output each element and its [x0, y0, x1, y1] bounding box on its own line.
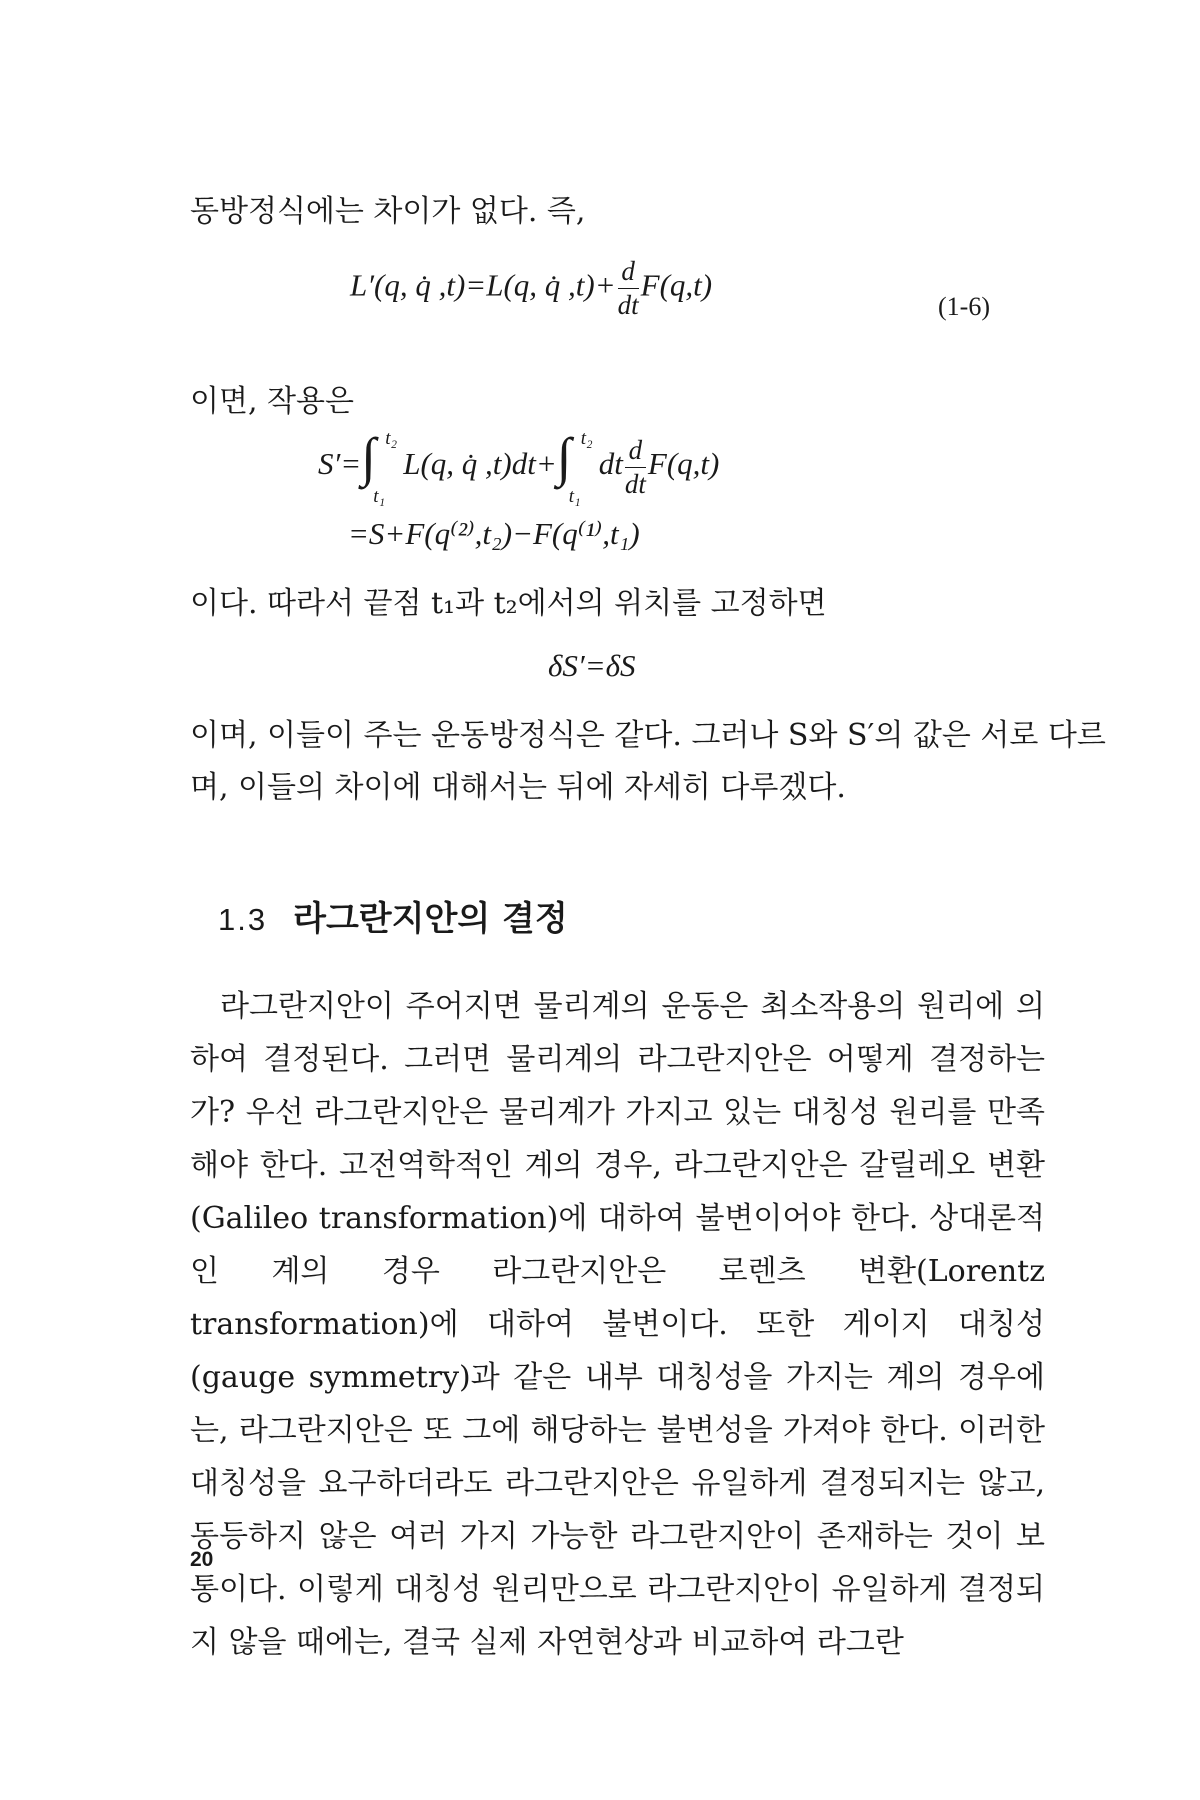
intro-text: 동방정식에는 차이가 없다. 즉, [190, 194, 586, 229]
after-eq3-line2: 며, 이들의 차이에 대해서는 뒤에 자세히 다루겠다. [190, 770, 846, 805]
int2-upper: t₂ [580, 428, 593, 449]
int2-lower: t₁ [568, 486, 581, 507]
equation-number: (1-6) [938, 292, 990, 321]
page-number: 20 [190, 1548, 214, 1571]
integral-sign-2: ∫ t₂ t₁ [556, 427, 593, 507]
integral-sign-1: ∫ t₂ t₁ [361, 427, 398, 507]
eq2-frac-num: d [625, 437, 646, 468]
section-heading [218, 891, 568, 940]
after-eq3-line1: 이며, 이들이 주는 운동방정식은 같다. 그러나 S와 S′의 값은 서로 다르 [190, 718, 1106, 753]
eq2-frac-den: dt [624, 468, 646, 499]
eq1-fraction [618, 258, 639, 319]
eq1-frac-den: dt [617, 290, 639, 320]
section-title: 라그란지안의 결정 [293, 899, 568, 939]
variation-equation: δS′=δS [548, 648, 636, 683]
eq2-lhs: S′= [318, 446, 362, 482]
eq1-frac-num: d [618, 258, 639, 289]
eq2-integrand: L(q, q̇ ,t)dt+ [403, 446, 557, 482]
after-eq2-text: 이다. 따라서 끝점 t₁과 t₂에서의 위치를 고정하면 [190, 586, 827, 621]
eq2-dt: dt [598, 446, 623, 482]
eq2-fraction [624, 434, 646, 499]
section-number: 1.3 [218, 902, 268, 937]
int1-upper: t₂ [385, 428, 398, 449]
action-equation-line2: =S+F(q⁽²⁾,t₂)−F(q⁽¹⁾,t₁) [348, 516, 640, 551]
after-eq1-text: 이면, 작용은 [190, 384, 354, 419]
eq1-rhs: F(q,t) [640, 267, 713, 303]
action-equation-line1 [318, 427, 720, 507]
eq2-end: F(q,t) [647, 446, 720, 482]
eq1-lhs: L′(q, q̇ ,t)=L(q, q̇ ,t)+ [350, 267, 616, 303]
body-text: 라그란지안이 주어지면 물리계의 운동은 최소작용의 원리에 의하여 결정된다. 그러면 물리계의 라그란지안은 어떻게 결정하는가? 우선 라그란지안은 물리계가 가지고 있는 대칭성 원리를 만족해야 한다. 고전역학적인 계의 경우, 라그란지안은 갈릴레오 변환(Galileo transformation)에 대하여 불변이어야 한다. 상대론적인 계의 경우 라그란지안은 로렌츠 변환(Lorentz transformation)에 대하여 불변이다. 또한 게이지 대칭성(gauge symmetry)과 같은 내부 대칭성을 가지는 계의 경우에는, 라그란지안은 또 그에 해당하는 불변성을 가져야 한다. 이러한 대칭성을 요구하더라도 라그란지안은 유일하게 결정되지는 않고, 동등하지 않은 여러 가지 가능한 라그란지안이 존재하는 것이 보통이다. 이렇게 대칭성 원리만으로 라그란지안이 유일하게 결정되지 않을 때에는, 결국 실제 자연현상과 비교하여 라그란 [190, 989, 1045, 1660]
equation-1-6 [350, 258, 712, 319]
int1-lower: t₁ [373, 486, 386, 507]
body-paragraph [190, 980, 1045, 1669]
